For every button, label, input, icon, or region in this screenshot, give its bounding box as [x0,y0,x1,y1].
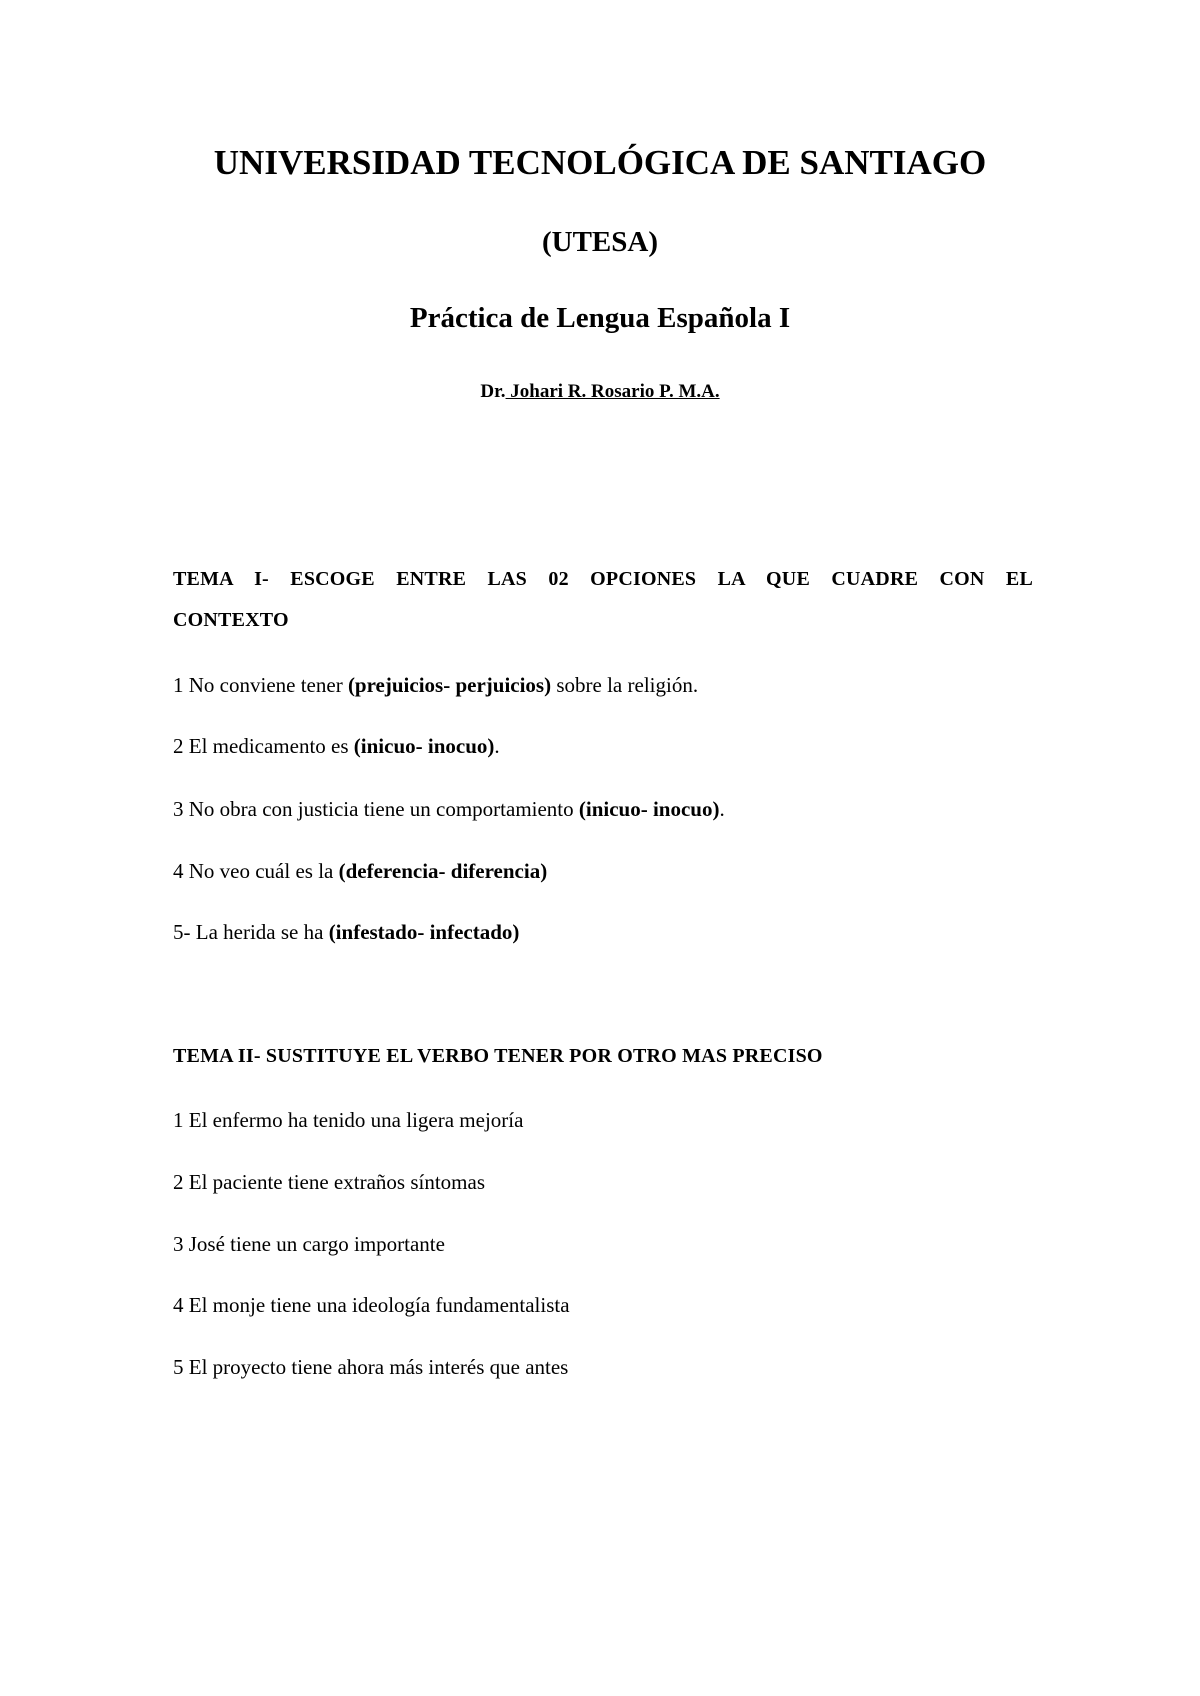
author-line [0,381,1200,403]
section2-heading: TEMA II- SUSTITUYE EL VERBO TENER POR OTRO MAS PRECISO [173,1045,823,1067]
section1-item-2: 2 El medicamento es (inicuo- inocuo). [173,734,500,758]
section1-item-4: 4 No veo cuál es la (deferencia- diferencia) [173,859,548,883]
section1-heading-line2: CONTEXTO [173,609,289,631]
section2-item-3: 3 José tiene un cargo importante [173,1232,445,1256]
section2-item-1: 1 El enfermo ha tenido una ligera mejoría [173,1108,524,1132]
university-title: UNIVERSIDAD TECNOLÓGICA DE SANTIAGO [213,143,987,182]
section1-item-5: 5- La herida se ha (infestado- infectado) [173,920,520,944]
author-name: Johari R. Rosario P. M.A. [505,381,720,402]
section2-item-4: 4 El monje tiene una ideología fundamentalista [173,1293,570,1317]
section1-heading-line1: TEMA I- ESCOGE ENTRE LAS 02 OPCIONES LA QUE CUADRE CON EL [173,568,1033,590]
course-title: Práctica de Lengua Española I [409,302,791,334]
section1-item-3: 3 No obra con justicia tiene un comportamiento (inicuo- inocuo). [173,797,725,821]
section2-item-2: 2 El paciente tiene extraños síntomas [173,1170,485,1194]
section2-item-5: 5 El proyecto tiene ahora más interés que antes [173,1355,569,1379]
author-prefix: Dr. [480,381,506,402]
section1-item-1: 1 No conviene tener (prejuicios- perjuicios) sobre la religión. [173,673,699,697]
university-acronym: (UTESA) [541,226,658,258]
